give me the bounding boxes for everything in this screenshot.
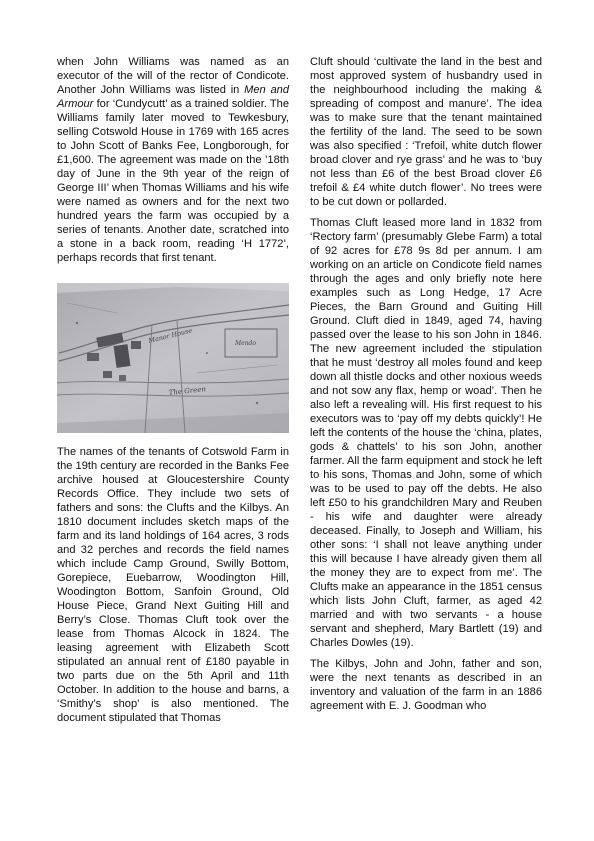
paragraph	[57, 55, 289, 265]
book-title-italic: Men and Armour	[57, 84, 289, 110]
paragraph: The names of the tenants of Cotswold Farm in the 19th century are recorded in the Banks Fee archive housed at Gloucestershire County Records Office. They include two sets of fathers and sons: the Clufts and the Kilbys. An 1810 document includes sketch maps of the farm and its land holdings of 164 acres, 3 rods and 32 perches and records the field names which include Camp Ground, Swilly Bottom, Gorepiece, Euebarrow, Woodington Hill, Woodington Bottom, Sanfoin Ground, Old House Piece, Grand Next Guiting Hill and Berry’s Close. Thomas Cluft took over the lease from Thomas Alcock in 1824. The leasing agreement with Elizabeth Scott stipulated an annual rent of £180 payable in two parts due on the 5th April and 11th October. In addition to the house and barns, a ‘Smithy’s shop’ is also mentioned. The document stipulated that Thomas	[57, 446, 289, 724]
map-label: Manor House	[147, 326, 193, 345]
paragraph: Thomas Cluft leased more land in 1832 from ‘Rectory farm’ (presumably Glebe Farm) a total of 92 acres for £78 9s 8d per annum. I am working on an article on Condicote field names through the ages and only briefly note here examples such as Long Hedge, 17 Acre Pieces, the Barn Ground and Guiting Hill Ground. Cluft died in 1849, aged 74, having passed over the lease to his son John in 1846. The new agreement included the stipulation that he must ‘destroy all moles found and keep down all thistle docks and other noxious weeds and not sow any flax, hemp or woad’. Then he also left a revealing will. His first request to his executors was to ‘pay off my debts quickly’! He left the contents of the house the ‘china, plates, gods & chattels’ to his son John, another farmer. All the farm equipment and stock he left to his sons, Thomas and John, some of which was to be used to pay off the debts. He also left £50 to his grandchildren Mary and Reuben - his wife and daughter were already deceased. Finally, to Joseph and William, his other sons: ‘I shall not leave anything under this will because I have already given them all the money they are to expect from me’. The Clufts make an appearance in the 1851 census which lists John Cluft, farmer, as aged 42 married and with two servants - a house servant and shepherd, Mary Bartlett (19) and Charles Dowles (19).	[310, 217, 542, 649]
paragraph-text: when John Williams was named as an executor of the will of the rector of Condicote. Another John Williams was listed in	[57, 56, 289, 96]
left-column	[57, 55, 289, 725]
right-column	[310, 55, 542, 713]
paragraph-text: for ‘Cundycutt’ as a trained soldier. The Williams family later moved to Tewkesbury, selling Cotswold House in 1769 with 165 acres to John Scott of Banks Fee, Longborough, for £1,600. The agreement was made on the ’18th day of June in the 9th year of the reign of George III’ when Thomas Williams and his wife were named as owners and for the next two hundred years the farm was occupied by a series of tenants. Another date, scratched into a stone in a back room, reading ‘H 1772’, perhaps records that first tenant.	[57, 98, 289, 264]
sketch-map-photo	[57, 283, 289, 433]
map-label: Mendo	[235, 340, 257, 347]
paragraph: Cluft should ‘cultivate the land in the best and most approved system of husbandry used in the neighbourhood including the making & spreading of compost and manure’. The idea was to make sure that the tenant maintained the fertility of the land. The seed to be sown was also specified : ‘Trefoil, white dutch flower broad clover and rye grass’ and he was to ‘buy not less than £6 of the best Broad clover £6 trefoil & £4 white dutch flower’. No trees were to be cut down or pollarded.	[310, 56, 542, 208]
map-label: The Green	[168, 385, 207, 397]
paragraph: The Kilbys, John and John, father and son, were the next tenants as described in an inventory and valuation of the farm in an 1886 agreement with E. J. Goodman who	[310, 658, 542, 712]
